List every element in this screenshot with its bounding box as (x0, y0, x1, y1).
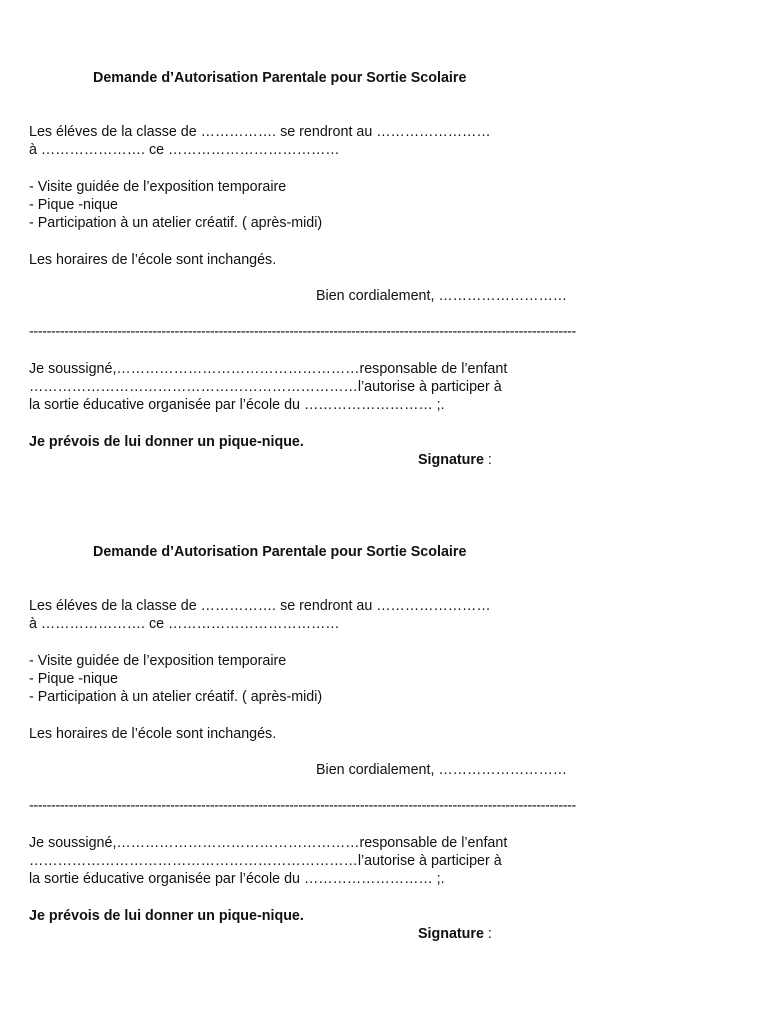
signature-colon: : (483, 926, 492, 942)
intro-line-class: Les éléves de la classe de ……………. se rendront au …………………… (29, 598, 491, 614)
activity-item: - Pique -nique (29, 197, 119, 213)
activity-item: - Pique -nique (29, 671, 119, 687)
closing-line: Bien cordialement, ……………………… (316, 762, 568, 778)
cut-separator: ---------------------------------------------------------------------------------------------------------------------------- (29, 324, 576, 340)
activity-item: - Visite guidée de l’exposition temporaire (29, 179, 287, 195)
consent-line-date: la sortie éducative organisée par l’école du ……………………… ;. (29, 871, 445, 887)
activity-item: - Participation à un atelier créatif. ( après-midi) (29, 215, 323, 231)
consent-line-child: ……………………………………………………………l’autorise à participer à (29, 853, 502, 869)
intro-line-place-date: à …………………. ce ……………………………… (29, 616, 340, 632)
signature-label: Signature (418, 452, 484, 468)
signature-colon: : (483, 452, 492, 468)
picnic-statement: Je prévois de lui donner un pique-nique. (29, 434, 304, 450)
consent-line-date: la sortie éducative organisée par l’école du ……………………… ;. (29, 397, 445, 413)
intro-line-place-date: à …………………. ce ……………………………… (29, 142, 340, 158)
consent-line-parent: Je soussigné,……………………………………………responsable de l’enfant (29, 361, 508, 377)
hours-note: Les horaires de l’école sont inchangés. (29, 726, 277, 742)
signature-line (418, 451, 492, 469)
cut-separator: ---------------------------------------------------------------------------------------------------------------------------- (29, 798, 576, 814)
activity-item: - Participation à un atelier créatif. ( après-midi) (29, 689, 323, 705)
activity-item: - Visite guidée de l’exposition temporaire (29, 653, 287, 669)
hours-note: Les horaires de l’école sont inchangés. (29, 252, 277, 268)
picnic-statement: Je prévois de lui donner un pique-nique. (29, 908, 304, 924)
closing-line: Bien cordialement, ……………………… (316, 288, 568, 304)
signature-line (418, 925, 492, 943)
consent-line-parent: Je soussigné,……………………………………………responsable de l’enfant (29, 835, 508, 851)
intro-line-class: Les éléves de la classe de ……………. se rendront au …………………… (29, 124, 491, 140)
form-title: Demande d’Autorisation Parentale pour Sortie Scolaire (93, 544, 467, 560)
consent-line-child: ……………………………………………………………l’autorise à participer à (29, 379, 502, 395)
form-title: Demande d’Autorisation Parentale pour Sortie Scolaire (93, 70, 467, 86)
signature-label: Signature (418, 926, 484, 942)
